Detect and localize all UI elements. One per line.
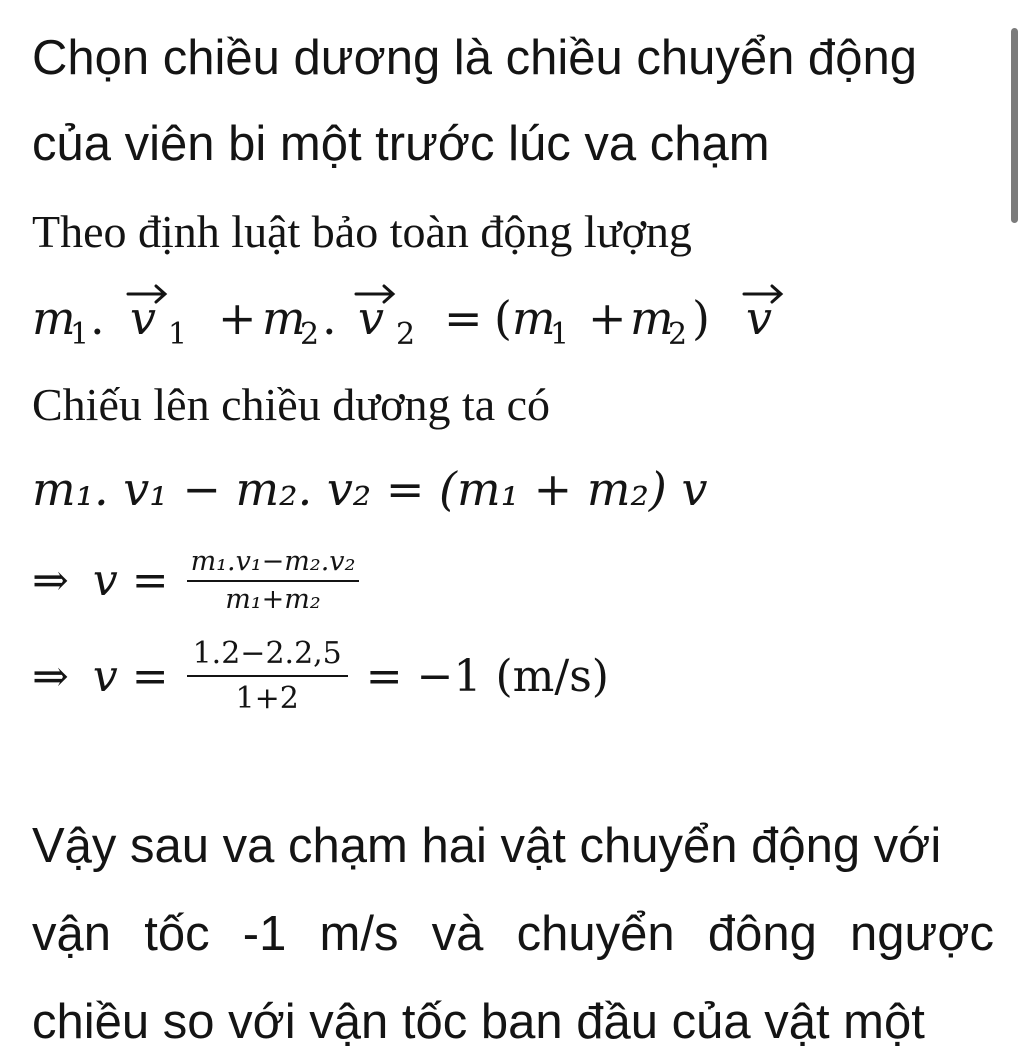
scrollbar[interactable] [1010, 0, 1024, 1062]
eq1-v2: v [358, 291, 384, 345]
formula-v [32, 546, 359, 615]
eq1-equals: = [444, 291, 483, 345]
eq1-plus2: + [588, 291, 627, 345]
scrollbar-thumb[interactable] [1011, 28, 1018, 223]
conclusion-word: -1 [242, 907, 287, 961]
conclusion-word: vận [32, 907, 112, 961]
eq1-vsub2: 2 [396, 317, 416, 352]
vector-momentum-equation [32, 272, 812, 352]
eq1-plus: + [218, 291, 257, 345]
conclusion-word: ngược [850, 907, 994, 961]
intro-line-2: của viên bi một trước lúc va chạm [32, 117, 770, 171]
scalar-momentum-equation: m₁. v₁ − m₂. v₂ = (m₁ + m₂) v [32, 462, 708, 516]
conclusion-word: tốc [144, 907, 210, 961]
eq1-sub2: 2 [300, 317, 320, 352]
eq1-m2: m [262, 291, 306, 345]
eq1-m1: m [32, 291, 76, 345]
eq1-vsub1: 1 [168, 317, 188, 352]
formula-v-label: v = [92, 555, 169, 606]
eq1-dot2: . [322, 291, 337, 345]
formula-numerator: m₁.v₁−m₂.v₂ [187, 546, 360, 582]
numeric-numerator: 1.2−2.2,5 [187, 636, 348, 677]
projection-heading: Chiếu lên chiều dương ta có [32, 379, 551, 430]
eq1-lparen: ( [494, 291, 512, 345]
eq1-sub1b: 1 [550, 317, 570, 352]
eq1-m2b: m [630, 291, 674, 345]
intro-line-1: Chọn chiều dương là chiều chuyển động [32, 31, 917, 85]
numeric-denominator: 1+2 [235, 681, 299, 716]
implies-arrow-icon: ⇒ [32, 650, 69, 702]
eq1-sub2b: 2 [668, 317, 688, 352]
eq1-rparen: ) [692, 291, 710, 345]
conclusion-word: m/s [319, 907, 399, 961]
numeric-result [32, 636, 609, 716]
formula-denominator: m₁+m₂ [225, 584, 321, 615]
implies-arrow-icon: ⇒ [32, 555, 69, 606]
eq1-sub1: 1 [70, 317, 90, 352]
eq1-dot1: . [90, 291, 105, 345]
eq1-m1b: m [512, 291, 556, 345]
law-heading: Theo định luật bảo toàn động lượng [32, 206, 692, 257]
conclusion-line-2 [32, 906, 994, 962]
conclusion-line-1: Vậy sau va chạm hai vật chuyển động với [32, 819, 942, 873]
conclusion-word: và [431, 907, 484, 961]
conclusion-line-3: chiều so với vận tốc ban đầu của vật một [32, 995, 925, 1049]
conclusion-word: chuyển [516, 907, 675, 961]
numeric-result-value: = −1 (m/s) [365, 650, 609, 702]
numeric-fraction [187, 636, 348, 716]
eq1-v1: v [130, 291, 156, 345]
conclusion-word: đông [707, 907, 817, 961]
numeric-v-label: v = [92, 650, 169, 702]
eq1-v3: v [746, 291, 772, 345]
formula-fraction [187, 546, 360, 615]
